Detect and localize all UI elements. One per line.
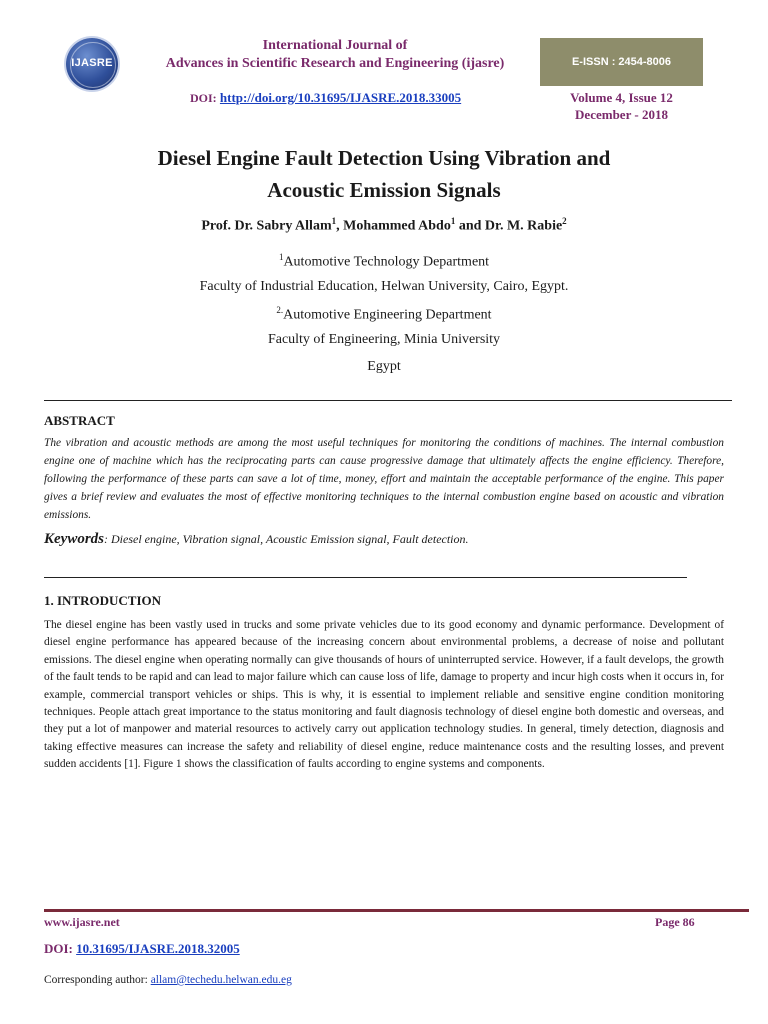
journal-name-line2: Advances in Scientific Research and Engineering (ijasre) bbox=[165, 56, 505, 71]
author-1: Prof. Dr. Sabry Allam bbox=[201, 218, 332, 234]
issue-date: December - 2018 bbox=[575, 107, 668, 122]
header-doi-link[interactable]: http://doi.org/10.31695/IJASRE.2018.33005 bbox=[219, 90, 462, 105]
footer-site-link[interactable]: www.ijasre.net bbox=[44, 915, 120, 929]
eissn-text: E-ISSN : 2454-8006 bbox=[571, 56, 672, 68]
section-rule bbox=[44, 577, 687, 578]
eissn-badge bbox=[540, 38, 703, 86]
journal-name-line1: International Journal of bbox=[262, 38, 408, 53]
header-doi bbox=[190, 90, 461, 106]
corresponding-author-label: Corresponding author: bbox=[44, 974, 151, 986]
abstract-body: The vibration and acoustic methods are among the most useful techniques for monitoring the conditions of machines. The internal combustion engine one of machine which has the reciprocating parts can cause progressive damage that ultimately affects the engine efficiency. Therefore, following the performance of these parts can save a lot of time, money, effort and maintain the acceptable performance of the engine. This paper gives a brief review and evaluates the most of effective monitoring techniques to the internal combustion engine based on acoustic and vibration emissions. bbox=[44, 437, 724, 521]
affiliation-2-sup: 2. bbox=[276, 305, 284, 315]
author-list bbox=[0, 216, 768, 235]
affiliation-1-dept bbox=[0, 252, 768, 271]
affiliation-country: Egypt bbox=[367, 359, 401, 374]
author-2: , Mohammed Abdo bbox=[336, 218, 451, 234]
footer-doi-link[interactable]: 10.31695/IJASRE.2018.32005 bbox=[76, 941, 240, 956]
affiliation-1-sup: 1 bbox=[278, 252, 284, 262]
volume-issue: Volume 4, Issue 12 bbox=[570, 90, 673, 105]
introduction-body: The diesel engine has been vastly used in trucks and some private vehicles due to its good economy and dynamic performance. Development of diesel engine performance has appeared because of the increasing concern about environmental problems, a decrease of noise and pollutant emissions. The diesel engine when operating normally can give thousands of hours of uninterrupted service. However, if a fault develops, the growth of the fault tends to be rapid and can lead to major failure which can cause loss of life, damage to property and incur high costs when it occurs in, for example, commercial transport vehicles or ships. This is why, it is essential to implement reliable and sensitive engine condition monitoring techniques. People attach great importance to the status monitoring and fault diagnosis technology of diesel engine both domestic and overseas, and they put a lot of manpower and material resources to actively carry out application technology studies. In general, timely detection, diagnosis and taking effective measures can increase the safety and reliability of diesel engine, reduce maintenance costs and the resulting losses, and prevent sudden accidents [1]. Figure 1 shows the classification of faults according to engine systems and components. bbox=[44, 619, 724, 771]
paper-title-line1: Diesel Engine Fault Detection Using Vibration and bbox=[157, 146, 611, 170]
footer-doi bbox=[44, 941, 240, 957]
affiliation-2-dept bbox=[0, 305, 768, 324]
footer-bar bbox=[44, 909, 749, 912]
journal-logo bbox=[66, 38, 118, 90]
author-3: and Dr. M. Rabie bbox=[455, 218, 563, 234]
logo-text: IJASRE bbox=[71, 57, 113, 69]
affiliation-2-faculty: Faculty of Engineering, Minia University bbox=[267, 332, 501, 347]
introduction-heading: 1. INTRODUCTION bbox=[44, 593, 162, 608]
header-doi-label: DOI: bbox=[190, 91, 217, 105]
page-number: Page 86 bbox=[655, 915, 695, 929]
corresponding-author bbox=[44, 974, 292, 986]
paper-title-line2: Acoustic Emission Signals bbox=[267, 178, 501, 202]
author-2-sup: 1 bbox=[450, 216, 456, 226]
author-1-sup: 1 bbox=[331, 216, 337, 226]
author-3-sup: 2 bbox=[562, 216, 567, 226]
abstract-top-rule bbox=[44, 400, 732, 401]
footer-doi-label: DOI: bbox=[44, 941, 77, 956]
keywords-label: Keywords bbox=[44, 531, 104, 547]
keywords bbox=[44, 530, 469, 548]
affiliation-2-dept-text: Automotive Engineering Department bbox=[283, 307, 492, 323]
corresponding-author-email[interactable]: allam@techedu.helwan.edu.eg bbox=[150, 974, 292, 986]
abstract-heading: ABSTRACT bbox=[44, 413, 115, 428]
affiliation-1-dept-text: Automotive Technology Department bbox=[283, 254, 490, 270]
keywords-text: : Diesel engine, Vibration signal, Acoustic Emission signal, Fault detection. bbox=[104, 532, 469, 546]
affiliation-1-faculty: Faculty of Industrial Education, Helwan University, Cairo, Egypt. bbox=[199, 279, 569, 294]
